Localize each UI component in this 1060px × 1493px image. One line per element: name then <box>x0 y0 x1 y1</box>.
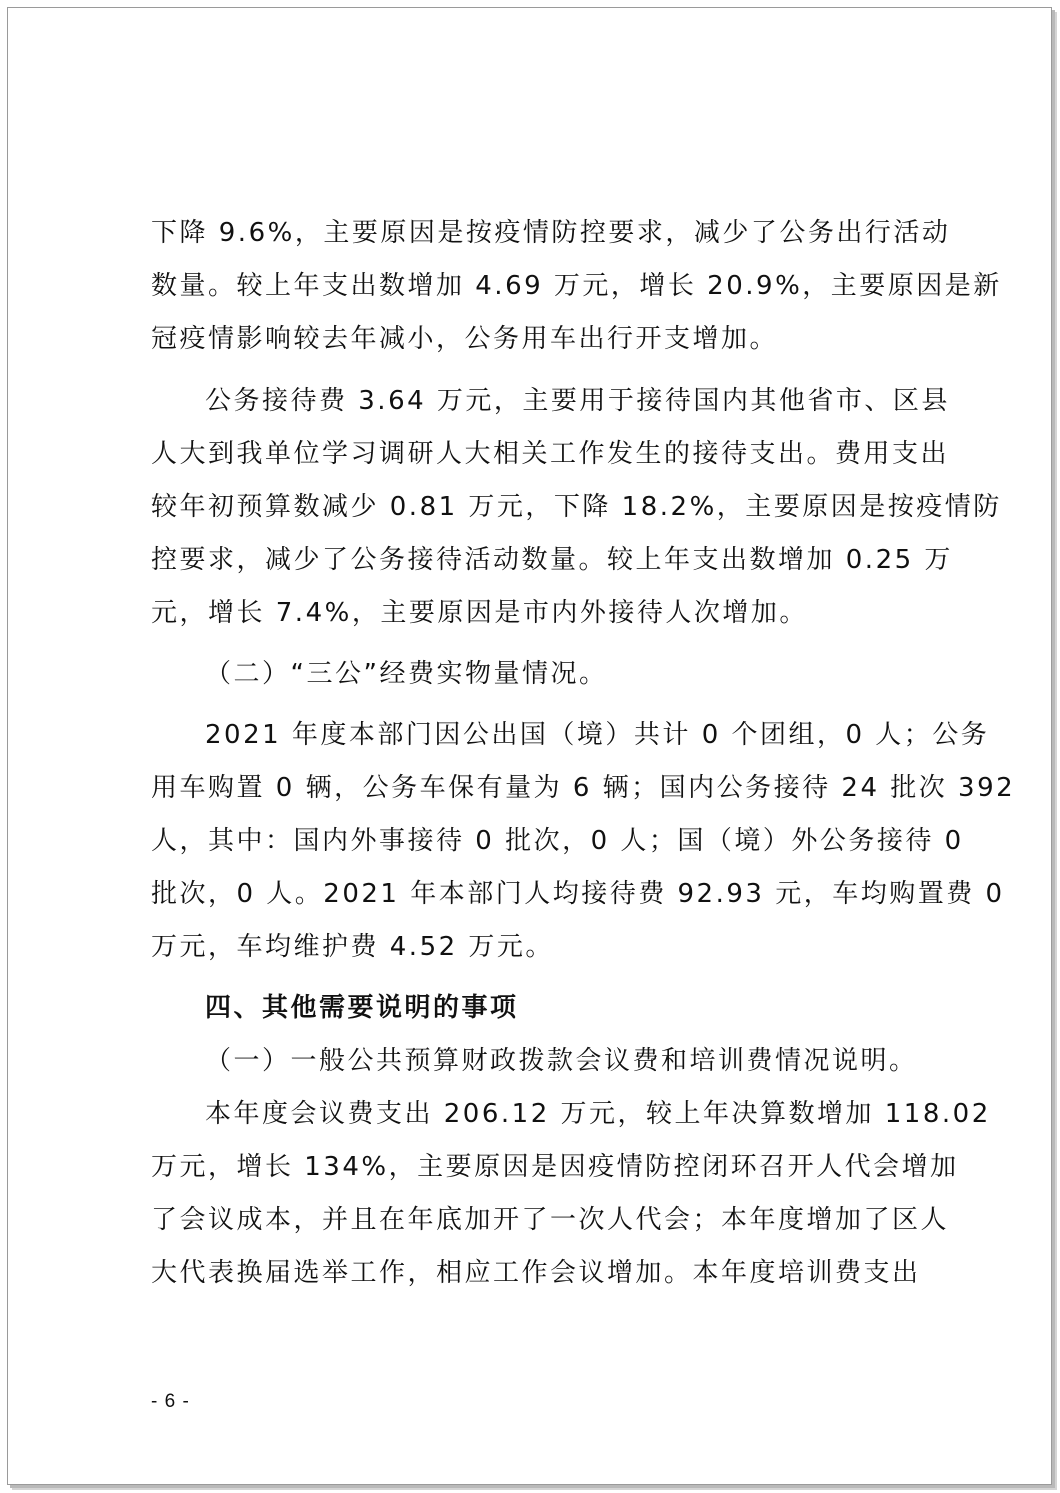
document-page <box>7 7 1052 1485</box>
paragraph-line: 人，其中：国内外事接待 0 批次，0 人；国（境）外公务接待 0 <box>151 826 964 856</box>
paragraph-line: 下降 9.6%，主要原因是按疫情防控要求，减少了公务出行活动 <box>151 218 951 248</box>
paragraph-line: 公务接待费 3.64 万元，主要用于接待国内其他省市、区县 <box>205 386 950 416</box>
paragraph-line: 数量。较上年支出数增加 4.69 万元，增长 20.9%，主要原因是新 <box>151 271 1002 301</box>
paragraph-line: 控要求，减少了公务接待活动数量。较上年支出数增加 0.25 万 <box>151 545 953 575</box>
section-heading: 四、其他需要说明的事项 <box>205 993 519 1023</box>
paragraph-line: 用车购置 0 辆，公务车保有量为 6 辆；国内公务接待 24 批次 392 <box>151 773 1016 803</box>
page-number: - 6 - <box>151 1391 190 1412</box>
paragraph-line: 万元，增长 134%，主要原因是因疫情防控闭环召开人代会增加 <box>151 1152 959 1182</box>
paragraph-line: 人大到我单位学习调研人大相关工作发生的接待支出。费用支出 <box>151 439 950 469</box>
subsection-heading: （二）“三公”经费实物量情况。 <box>205 659 608 689</box>
paragraph-line: 2021 年度本部门因公出国（境）共计 0 个团组，0 人；公务 <box>205 720 990 750</box>
paragraph-line: 大代表换届选举工作，相应工作会议增加。本年度培训费支出 <box>151 1258 921 1288</box>
paragraph-line: 本年度会议费支出 206.12 万元，较上年决算数增加 118.02 <box>205 1099 991 1129</box>
subsection-heading: （一）一般公共预算财政拨款会议费和培训费情况说明。 <box>205 1046 918 1076</box>
paragraph-line: 元，增长 7.4%，主要原因是市内外接待人次增加。 <box>151 598 808 628</box>
paragraph-line: 万元，车均维护费 4.52 万元。 <box>151 932 554 962</box>
paragraph-line: 冠疫情影响较去年减小，公务用车出行开支增加。 <box>151 324 779 354</box>
paragraph-line: 较年初预算数减少 0.81 万元，下降 18.2%，主要原因是按疫情防 <box>151 492 1002 522</box>
paragraph-line: 批次，0 人。2021 年本部门人均接待费 92.93 元，车均购置费 0 <box>151 879 1005 909</box>
paragraph-line: 了会议成本，并且在年底加开了一次人代会；本年度增加了区人 <box>151 1205 950 1235</box>
